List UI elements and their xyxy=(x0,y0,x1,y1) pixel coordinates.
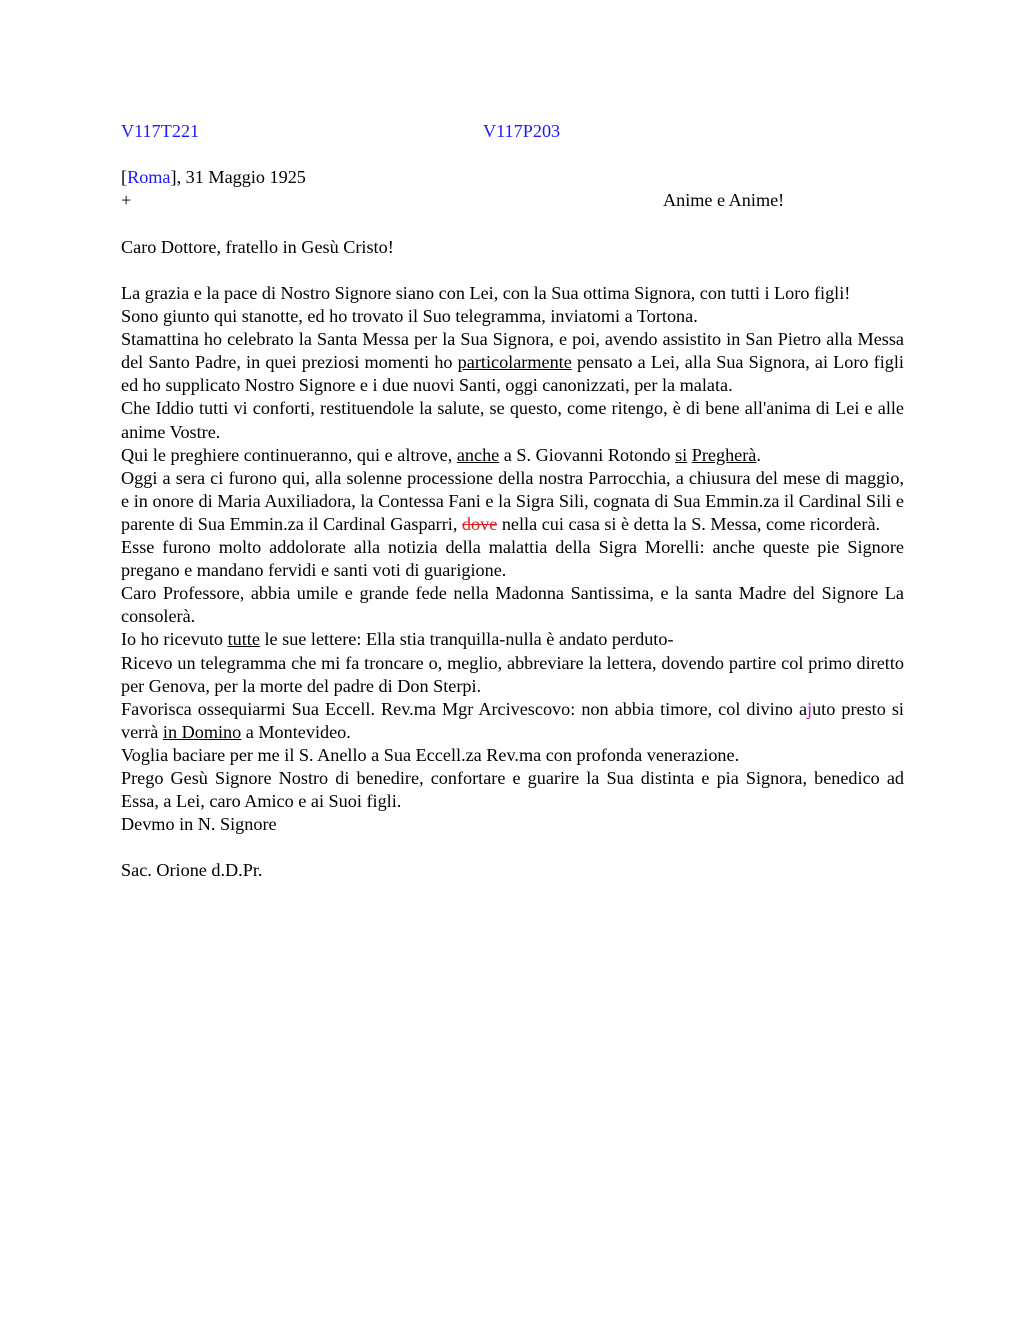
text-span: Io ho ricevuto xyxy=(121,629,228,650)
place-date-line xyxy=(121,166,306,189)
text-span: Qui le preghiere continueranno, qui e altrove, xyxy=(121,444,457,465)
closing: Devmo in N. Signore xyxy=(121,814,277,835)
underlined-word: si xyxy=(675,444,688,465)
paragraph: Che Iddio tutti vi conforti, restituendole la salute, se questo, come ritengo, è di bene all'anima di Lei e alle anime Vostre. xyxy=(121,398,904,442)
salutation: Caro Dottore, fratello in Gesù Cristo! xyxy=(121,237,394,257)
paragraph xyxy=(121,444,904,467)
text-span: uto presto si verrà xyxy=(121,698,904,742)
text-span: le sue lettere: Ella stia tranquilla-nulla è andato perduto- xyxy=(259,629,674,650)
place-name: Roma xyxy=(127,167,171,187)
paragraph xyxy=(121,698,904,744)
text-span: a S. Giovanni Rotondo xyxy=(499,444,676,465)
paragraph: Voglia baciare per me il S. Anello a Sua Eccell.za Rev.ma con profonda venerazione. xyxy=(121,744,740,765)
inserted-letter: j xyxy=(807,698,813,719)
signature: Sac. Orione d.D.Pr. xyxy=(121,860,263,881)
deleted-word: dove xyxy=(461,513,498,534)
reference-code-right: V117P203 xyxy=(483,121,561,141)
underlined-word: particolarmente xyxy=(457,352,572,373)
paragraph xyxy=(121,467,904,536)
motto: Anime e Anime! xyxy=(663,190,785,210)
text-span: Stamattina ho celebrato la Santa Messa per la Sua Signora, e poi, avendo assistito in San Pietro alla Messa del Santo Padre, in quei preziosi momenti ho xyxy=(121,329,904,373)
paragraph xyxy=(121,628,904,651)
paragraph: Prego Gesù Signore Nostro di benedire, confortare e guarire la Sua distinta e pia Signora, benedico ad Essa, a Lei, caro Amico e ai Suoi figli. xyxy=(121,767,904,812)
underlined-word: anche xyxy=(456,444,500,465)
spacer xyxy=(121,836,904,859)
paragraph: Sono giunto qui stanotte, ed ho trovato il Suo telegramma, inviatomi a Tortona. xyxy=(121,306,698,327)
paragraph: Ricevo un telegramma che mi fa troncare o, meglio, abbreviare la lettera, dovendo partire col primo diretto per Genova, per la morte del padre di Don Sterpi. xyxy=(121,652,904,696)
text-span: pensato a Lei, alla Sua Signora, ai Loro figli ed ho supplicato Nostro Signore e i due nuovi Santi, oggi canonizzati, per la malata. xyxy=(121,352,904,396)
text-span: . xyxy=(756,444,761,465)
letter-body xyxy=(121,282,904,882)
underlined-word: Pregherà xyxy=(691,444,757,465)
underlined-word: tutte xyxy=(227,629,260,650)
paragraph: Caro Professore, abbia umile e grande fede nella Madonna Santissima, e la santa Madre del Signore La consolerà. xyxy=(121,583,904,627)
reference-code-left: V117T221 xyxy=(121,121,200,141)
text-span: Favorisca ossequiarmi Sua Eccell. Rev.ma Mgr Arcivescovo: non abbia timore, col divino a xyxy=(121,698,808,719)
paragraph: La grazia e la pace di Nostro Signore siano con Lei, con la Sua ottima Signora, con tutti i Loro figli! xyxy=(121,283,851,303)
cross-symbol: + xyxy=(121,190,132,210)
date-text: ], 31 Maggio 1925 xyxy=(170,167,306,187)
text-span: nella cui casa si è detta la S. Messa, come ricorderà. xyxy=(497,513,881,534)
underlined-word: in Domino xyxy=(162,721,242,742)
paragraph: Esse furono molto addolorate alla notizia della malattia della Sigra Morelli: anche queste pie Signore pregano e mandano fervidi e santi voti di guarigione. xyxy=(121,537,904,581)
text-span: a Montevideo. xyxy=(241,721,351,742)
paragraph xyxy=(121,328,904,397)
text-span: Oggi a sera ci furono qui, alla solenne processione della nostra Parrocchia, a chiusura del mese di maggio, e in onore di Maria Auxiliadora, la Contessa Fani e la Sigra Sili, cognata di Sua Emmin.za il Cardinal Sili e parente di Sua Emmin.za il Cardinal Gasparri, xyxy=(121,467,904,534)
bracket-open: [ xyxy=(121,167,128,187)
